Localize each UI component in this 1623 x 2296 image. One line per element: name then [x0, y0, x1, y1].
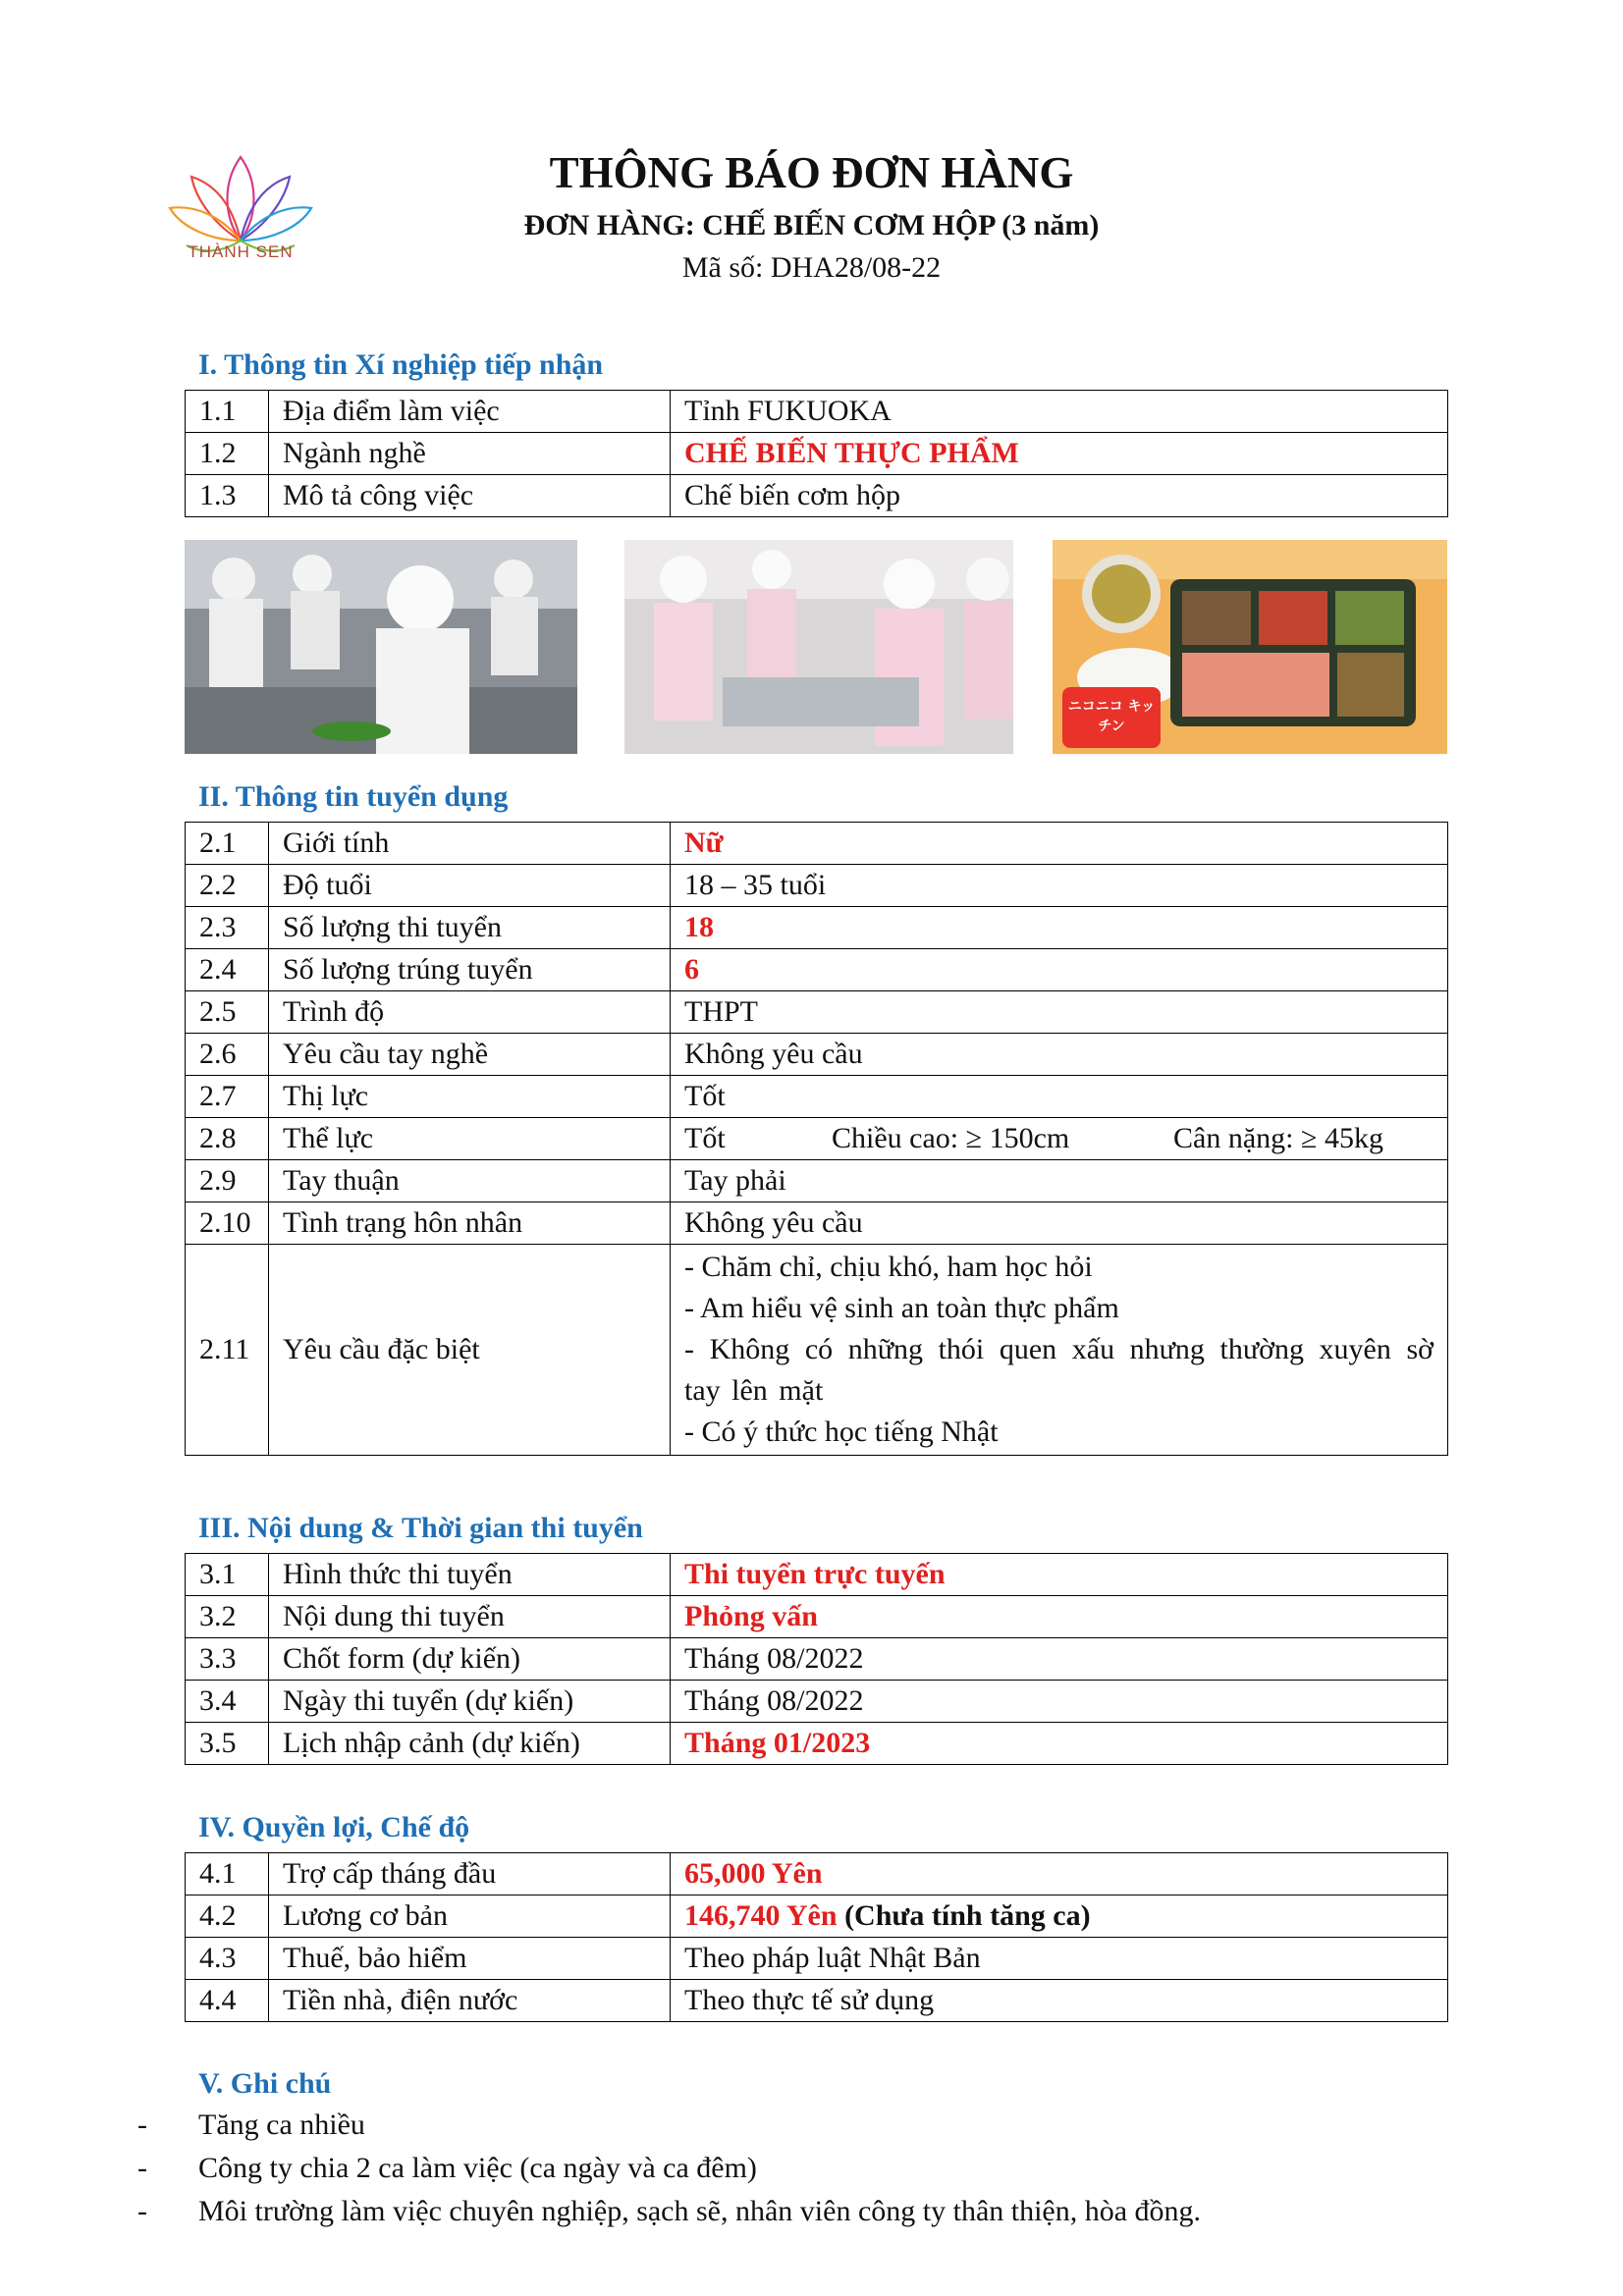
- row-number: 4.3: [186, 1938, 269, 1980]
- row-label: Địa điểm làm việc: [269, 391, 671, 433]
- table-row: [186, 1596, 1448, 1638]
- row-number: 2.3: [186, 907, 269, 949]
- table-row: [186, 1638, 1448, 1681]
- row-label: Lương cơ bản: [269, 1896, 671, 1938]
- row-label: Tay thuận: [269, 1160, 671, 1202]
- table-row: [186, 1245, 1448, 1456]
- table-row: [186, 1853, 1448, 1896]
- row-label: Yêu cầu đặc biệt: [269, 1245, 671, 1456]
- list-item: - Môi trường làm việc chuyên nghiệp, sạch sẽ, nhân viên công ty thân thiện, hòa đồng.: [137, 2195, 1201, 2238]
- row-number: 3.4: [186, 1681, 269, 1723]
- logo-text: THÀNH SEN: [188, 242, 294, 261]
- bento-box-photo: [1053, 540, 1447, 754]
- row-value: 6: [671, 949, 1448, 991]
- row-label: Thị lực: [269, 1076, 671, 1118]
- table-row: [186, 1202, 1448, 1245]
- row-label: Thuế, bảo hiểm: [269, 1938, 671, 1980]
- row-value: 18 – 35 tuổi: [671, 865, 1448, 907]
- table-row: [186, 1723, 1448, 1765]
- special-requirements: [671, 1245, 1448, 1456]
- note-text: Môi trường làm việc chuyên nghiệp, sạch sẽ, nhân viên công ty thân thiện, hòa đồng.: [198, 2195, 1202, 2227]
- row-label: Số lượng thi tuyển: [269, 907, 671, 949]
- row-number: 4.1: [186, 1853, 269, 1896]
- row-number: 1.3: [186, 475, 269, 517]
- height-requirement: Chiều cao: ≥ 150cm: [832, 1122, 1070, 1154]
- table-row: [186, 1034, 1448, 1076]
- row-number: 2.4: [186, 949, 269, 991]
- row-label: Độ tuổi: [269, 865, 671, 907]
- section-1-title: I. Thông tin Xí nghiệp tiếp nhận: [198, 348, 604, 381]
- section-2-title: II. Thông tin tuyển dụng: [198, 780, 509, 813]
- note-text: Công ty chia 2 ca làm việc (ca ngày và ca đêm): [198, 2152, 757, 2184]
- table-row: [186, 1938, 1448, 1980]
- requirement-line: - Có ý thức học tiếng Nhật: [684, 1415, 999, 1448]
- requirement-line: - Không có những thói quen xấu nhưng thường xuyên sờ tay lên mặt: [684, 1333, 1434, 1407]
- row-number: 2.7: [186, 1076, 269, 1118]
- row-value: Phỏng vấn: [671, 1596, 1448, 1638]
- row-number: 2.11: [186, 1245, 269, 1456]
- salary-value: 146,740 Yên: [684, 1899, 838, 1932]
- row-label: Trình độ: [269, 991, 671, 1034]
- row-label: Tiền nhà, điện nước: [269, 1980, 671, 2022]
- table-row: [186, 907, 1448, 949]
- row-label: Lịch nhập cảnh (dự kiến): [269, 1723, 671, 1765]
- row-number: 1.1: [186, 391, 269, 433]
- row-label: Thể lực: [269, 1118, 671, 1160]
- row-label: Giới tính: [269, 823, 671, 865]
- row-label: Số lượng trúng tuyển: [269, 949, 671, 991]
- row-label: Chốt form (dự kiến): [269, 1638, 671, 1681]
- row-label: Tình trạng hôn nhân: [269, 1202, 671, 1245]
- section-4-title: IV. Quyền lợi, Chế độ: [198, 1811, 470, 1843]
- table-row: [186, 1554, 1448, 1596]
- section-3-title: III. Nội dung & Thời gian thi tuyển: [198, 1512, 643, 1544]
- table-row: [186, 391, 1448, 433]
- table-row: [186, 865, 1448, 907]
- row-value: Tay phải: [671, 1160, 1448, 1202]
- table-row: [186, 823, 1448, 865]
- page-title: THÔNG BÁO ĐƠN HÀNG: [549, 148, 1074, 197]
- row-value: Tháng 08/2022: [671, 1681, 1448, 1723]
- table-row: [186, 1896, 1448, 1938]
- row-number: 2.5: [186, 991, 269, 1034]
- row-value: Theo thực tế sử dụng: [671, 1980, 1448, 2022]
- row-value: 18: [671, 907, 1448, 949]
- requirement-line: - Am hiểu vệ sinh an toàn thực phẩm: [684, 1292, 1119, 1324]
- row-value: Không yêu cầu: [671, 1034, 1448, 1076]
- table-row: [186, 1118, 1448, 1160]
- section-1-table: [185, 390, 1448, 517]
- table-row: [186, 1076, 1448, 1118]
- row-label: Mô tả công việc: [269, 475, 671, 517]
- row-label: Yêu cầu tay nghề: [269, 1034, 671, 1076]
- row-number: 4.4: [186, 1980, 269, 2022]
- section-4-table: [185, 1852, 1448, 2022]
- weight-requirement: Cân nặng: ≥ 45kg: [1173, 1122, 1383, 1154]
- table-row: [186, 1160, 1448, 1202]
- table-row: [186, 475, 1448, 517]
- note-text: Tăng ca nhiều: [198, 2109, 365, 2141]
- row-value: Thi tuyển trực tuyến: [671, 1554, 1448, 1596]
- row-value: Theo pháp luật Nhật Bản: [671, 1938, 1448, 1980]
- row-number: 2.9: [186, 1160, 269, 1202]
- section-3-table: [185, 1553, 1448, 1765]
- table-row: [186, 991, 1448, 1034]
- row-number: 2.6: [186, 1034, 269, 1076]
- section-5-title: V. Ghi chú: [198, 2067, 332, 2100]
- fitness-value: Tốt: [684, 1122, 726, 1154]
- row-value: Tốt: [671, 1076, 1448, 1118]
- section-2-table: [185, 822, 1448, 1456]
- row-value: Tỉnh FUKUOKA: [671, 391, 1448, 433]
- food-prep-photo: [624, 540, 1013, 754]
- bento-badge-text: ニコニコ キッチン: [1067, 699, 1156, 734]
- list-item: - Tăng ca nhiều: [137, 2109, 1201, 2152]
- notes-list: [137, 2109, 1201, 2238]
- order-code: Mã số: DHA28/08-22: [681, 251, 942, 284]
- row-label: Trợ cấp tháng đầu: [269, 1853, 671, 1896]
- row-value: Không yêu cầu: [671, 1202, 1448, 1245]
- row-number: 2.1: [186, 823, 269, 865]
- row-value: Tháng 01/2023: [671, 1723, 1448, 1765]
- row-number: 1.2: [186, 433, 269, 475]
- salary-note: (Chưa tính tăng ca): [844, 1899, 1091, 1932]
- table-row: [186, 433, 1448, 475]
- row-value: Tháng 08/2022: [671, 1638, 1448, 1681]
- row-number: 3.2: [186, 1596, 269, 1638]
- row-number: 3.5: [186, 1723, 269, 1765]
- row-label: Ngành nghề: [269, 433, 671, 475]
- row-label: Hình thức thi tuyển: [269, 1554, 671, 1596]
- row-number: 3.1: [186, 1554, 269, 1596]
- list-item: - Công ty chia 2 ca làm việc (ca ngày và ca đêm): [137, 2152, 1201, 2195]
- row-number: 2.10: [186, 1202, 269, 1245]
- row-label: Ngày thi tuyển (dự kiến): [269, 1681, 671, 1723]
- kitchen-workers-photo: [185, 540, 577, 754]
- table-row: [186, 1980, 1448, 2022]
- row-value: [671, 1118, 1448, 1160]
- table-row: [186, 949, 1448, 991]
- row-value: THPT: [671, 991, 1448, 1034]
- row-label: Nội dung thi tuyển: [269, 1596, 671, 1638]
- requirement-line: - Chăm chỉ, chịu khó, ham học hỏi: [684, 1251, 1093, 1283]
- row-value: Nữ: [671, 823, 1448, 865]
- row-number: 4.2: [186, 1896, 269, 1938]
- row-number: 2.8: [186, 1118, 269, 1160]
- row-number: 3.3: [186, 1638, 269, 1681]
- row-value: 65,000 Yên: [671, 1853, 1448, 1896]
- page-subtitle: ĐƠN HÀNG: CHẾ BIẾN CƠM HỘP (3 năm): [523, 209, 1100, 241]
- row-number: 2.2: [186, 865, 269, 907]
- table-row: [186, 1681, 1448, 1723]
- row-value: CHẾ BIẾN THỰC PHẨM: [671, 433, 1448, 475]
- row-value: [671, 1896, 1448, 1938]
- row-value: Chế biến cơm hộp: [671, 475, 1448, 517]
